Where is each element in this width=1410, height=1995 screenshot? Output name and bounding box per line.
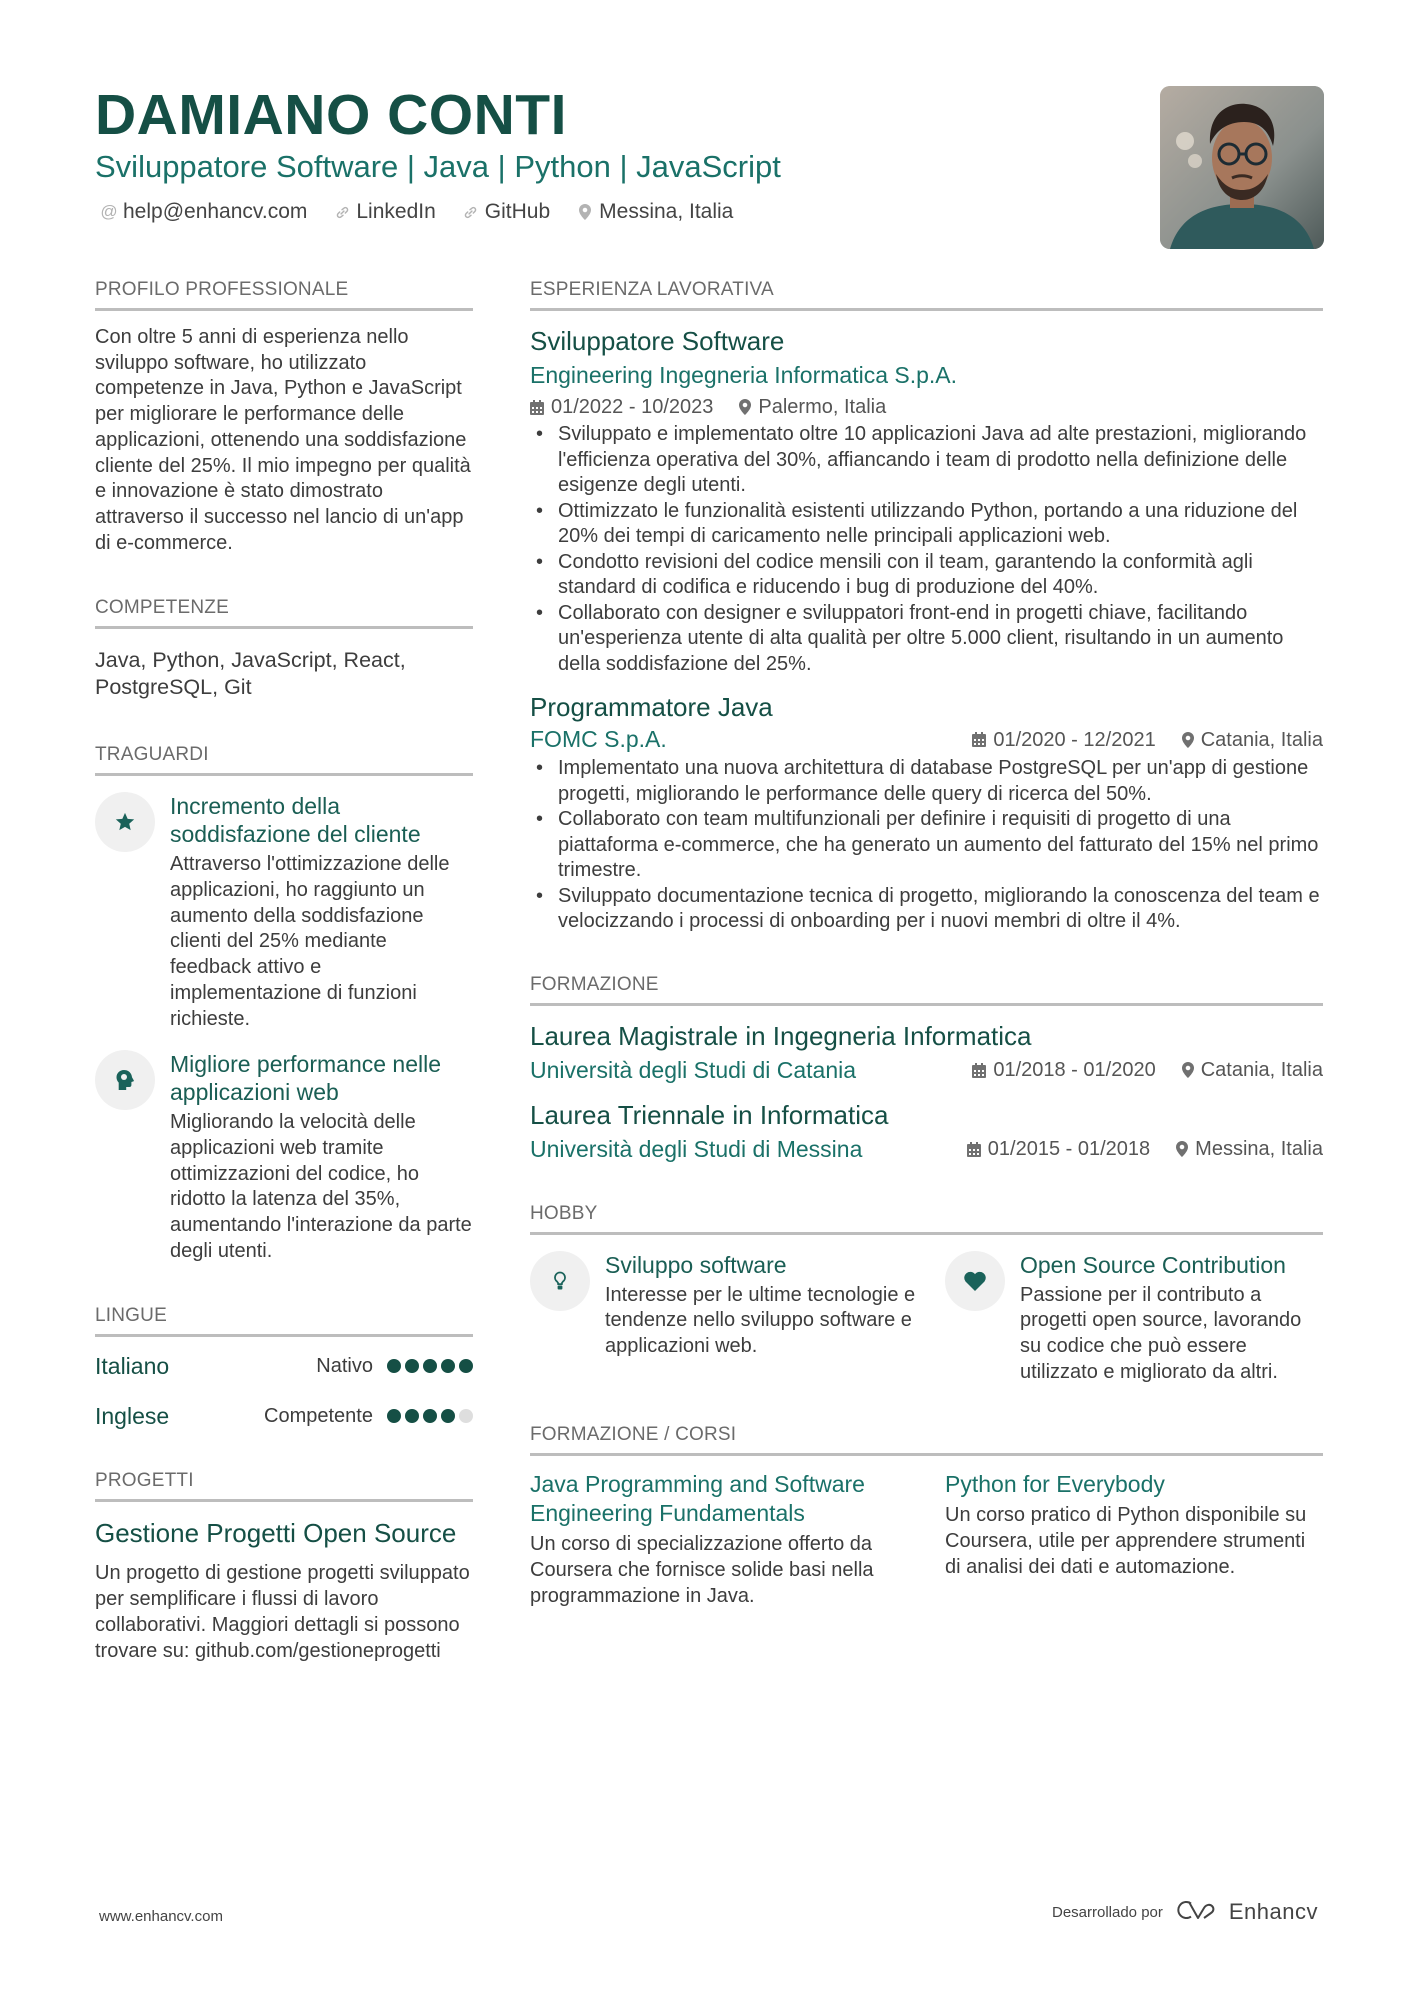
section-title: PROFILO PROFESSIONALE xyxy=(95,278,473,311)
location-pin-icon xyxy=(1176,1141,1188,1157)
dot-empty xyxy=(459,1409,473,1423)
section-experience xyxy=(530,278,1323,935)
achievement-item xyxy=(95,792,473,1032)
dot-filled xyxy=(405,1409,419,1423)
section-hobbies xyxy=(530,1202,1323,1386)
language-item xyxy=(95,1341,473,1391)
job-location: Palermo, Italia xyxy=(758,396,887,418)
candidate-name: DAMIANO CONTI xyxy=(95,83,567,147)
section-projects xyxy=(95,1469,473,1664)
hobby-item xyxy=(530,1251,945,1386)
job-dates: 01/2022 - 10/2023 xyxy=(551,396,714,418)
education-meta xyxy=(972,1057,1323,1083)
language-name: Inglese xyxy=(95,1402,170,1429)
achievement-description: Migliorando la velocità delle applicazioni web tramite ottimizzazioni del codice, ho ridotto la latenza del 35%, aumentando l'interazione da parte degli utenti. xyxy=(170,1111,472,1262)
hobby-description: Passione per il contributo a progetti open source, lavorando su codice che può essere utilizzato e migliorato da altri. xyxy=(1020,1283,1302,1383)
section-title: COMPETENZE xyxy=(95,596,473,629)
dot-filled xyxy=(387,1359,401,1373)
skills-list: Java, Python, JavaScript, React, PostgreSQL, Git xyxy=(95,648,406,700)
at-icon: @ xyxy=(100,202,118,221)
job-meta xyxy=(972,727,1323,753)
education-entry xyxy=(530,1099,1323,1164)
achievement-title: Incremento della soddisfazione del cliente xyxy=(170,793,421,848)
job-dates: 01/2020 - 12/2021 xyxy=(993,728,1156,751)
course-title: Java Programming and Software Engineering Fundamentals xyxy=(530,1471,865,1527)
job-title: Sviluppatore Software xyxy=(530,326,785,356)
contact-location xyxy=(576,198,733,226)
achievement-description: Attraverso l'ottimizzazione delle applicazioni, ho raggiunto un aumento della soddisfazione clienti del 25% mediante feedback attivo e implementazione di funzioni richieste. xyxy=(170,853,450,1030)
education-dates: 01/2018 - 01/2020 xyxy=(993,1059,1156,1081)
job-entry xyxy=(530,691,1323,935)
dot-filled xyxy=(423,1409,437,1423)
enhancv-logo-icon xyxy=(1173,1898,1219,1926)
job-bullets xyxy=(530,756,1323,935)
degree-title: Laurea Triennale in Informatica xyxy=(530,1099,889,1130)
right-column xyxy=(530,278,1323,1609)
achievement-item xyxy=(95,1050,473,1264)
job-company: FOMC S.p.A. xyxy=(530,726,667,752)
powered-by-label: Desarrollado por xyxy=(1051,1903,1163,1921)
job-company: Engineering Ingegneria Informatica S.p.A. xyxy=(530,362,958,388)
contact-location-label: Messina, Italia xyxy=(599,200,734,223)
contact-linkedin-label: LinkedIn xyxy=(356,200,436,223)
location-pin-icon xyxy=(576,204,594,220)
link-icon xyxy=(462,205,480,220)
calendar-icon xyxy=(972,1063,986,1078)
hobby-title: Open Source Contribution xyxy=(1020,1251,1286,1278)
location-pin-icon xyxy=(1182,1062,1194,1078)
contact-email-label: help@enhancv.com xyxy=(123,200,308,223)
contact-github-label: GitHub xyxy=(484,200,551,223)
language-level: Nativo xyxy=(316,1354,373,1377)
footer-website-link[interactable]: www.enhancv.com xyxy=(99,1908,223,1925)
language-name: Italiano xyxy=(95,1352,170,1379)
course-description: Un corso pratico di Python disponibile su Coursera, utile per apprendere strumenti di analisi dei dati e automazione. xyxy=(945,1504,1307,1578)
contact-email[interactable] xyxy=(100,198,307,226)
profile-summary: Con oltre 5 anni di esperienza nello sviluppo software, ho utilizzato competenze in Java, Python e JavaScript per migliorare le performance delle applicazioni, ottenendo una soddisfazione cliente del 25%. Il mio impegno per qualità e innovazione è stato dimostrato attraverso il successo nel lancio di un'app di e-commerce. xyxy=(95,326,471,554)
education-location: Catania, Italia xyxy=(1200,1059,1323,1081)
job-bullet: • Collaborato con team multifunzionali per definire i requisiti di progetto di una piattaforma e-commerce, che ha generato un aumento del fatturato del 15% nel primo trimestre. xyxy=(530,807,1323,884)
project-title: Gestione Progetti Open Source xyxy=(95,1518,457,1549)
calendar-icon xyxy=(967,1142,981,1157)
education-entry xyxy=(530,1020,1323,1085)
calendar-icon xyxy=(530,400,544,415)
degree-title: Laurea Magistrale in Ingegneria Informatica xyxy=(530,1020,1032,1051)
education-location: Messina, Italia xyxy=(1195,1138,1323,1160)
brand-name: Enhancv xyxy=(1228,1899,1318,1924)
job-bullet: • Ottimizzato le funzionalità esistenti utilizzando Python, portando a una riduzione del 20% dei tempi di caricamento nelle principali applicazioni web. xyxy=(530,499,1323,550)
contact-linkedin[interactable] xyxy=(333,198,435,226)
education-dates: 01/2015 - 01/2018 xyxy=(987,1138,1151,1160)
left-column xyxy=(95,278,473,1664)
heart-icon xyxy=(945,1251,1005,1311)
dot-filled xyxy=(459,1359,473,1373)
dot-filled xyxy=(441,1359,455,1373)
section-title: TRAGUARDI xyxy=(95,743,473,776)
project-description: Un progetto di gestione progetti sviluppato per semplificare i flussi di lavoro collaborativi. Maggiori dettagli si possono trovare su: github.com/gestioneprogetti xyxy=(95,1562,470,1662)
portrait-illustration xyxy=(1160,86,1324,249)
job-entry xyxy=(530,325,1323,677)
section-achievements xyxy=(95,743,473,1264)
course-title: Python for Everybody xyxy=(945,1471,1165,1498)
link-icon xyxy=(333,205,351,220)
hobby-item xyxy=(945,1251,1323,1386)
job-bullet: • Sviluppato documentazione tecnica di progetto, migliorando la conoscenza del team e velocizzando i processi di onboarding per i nuovi membri di oltre il 4%. xyxy=(530,884,1323,935)
dot-filled xyxy=(387,1409,401,1423)
dot-filled xyxy=(441,1409,455,1423)
job-bullet: • Condotto revisioni del codice mensili con il team, garantendo la conformità agli standard di codifica e riducendo i bug di produzione del 40%. xyxy=(530,550,1323,601)
dot-filled xyxy=(423,1359,437,1373)
section-title: FORMAZIONE xyxy=(530,973,1323,1006)
section-courses xyxy=(530,1423,1323,1609)
school-name: Università degli Studi di Messina xyxy=(530,1135,863,1162)
section-title: ESPERIENZA LAVORATIVA xyxy=(530,278,1323,311)
language-item xyxy=(95,1391,473,1441)
job-bullet: • Sviluppato e implementato oltre 10 applicazioni Java ad alte prestazioni, migliorando l'efficienza operativa del 30%, affiancando i team di prodotto nella definizione delle esigenze degli utenti. xyxy=(530,422,1323,499)
section-skills xyxy=(95,596,473,701)
brain-head-icon xyxy=(95,1050,155,1110)
job-title: Programmatore Java xyxy=(530,692,773,722)
lightbulb-icon xyxy=(530,1251,590,1311)
job-meta xyxy=(530,394,1323,420)
section-title: LINGUE xyxy=(95,1304,473,1337)
location-pin-icon xyxy=(739,399,751,415)
section-title: HOBBY xyxy=(530,1202,1323,1235)
footer-branding xyxy=(1052,1898,1318,1926)
section-title: PROGETTI xyxy=(95,1469,473,1502)
calendar-icon xyxy=(972,732,986,747)
job-bullets xyxy=(530,422,1323,677)
candidate-headline: Sviluppatore Software | Java | Python | JavaScript xyxy=(95,149,781,184)
education-meta xyxy=(967,1136,1323,1162)
star-icon xyxy=(95,792,155,852)
proficiency-dots xyxy=(387,1359,473,1373)
section-title: FORMAZIONE / CORSI xyxy=(530,1423,1323,1456)
job-location: Catania, Italia xyxy=(1200,728,1323,751)
course-item xyxy=(530,1470,945,1609)
achievement-title: Migliore performance nelle applicazioni web xyxy=(170,1051,442,1106)
profile-photo xyxy=(1160,86,1324,249)
job-bullet: • Implementato una nuova architettura di database PostgreSQL per un'app di gestione progetti, migliorando le performance delle query di ricerca del 50%. xyxy=(530,756,1323,807)
language-level: Competente xyxy=(264,1404,373,1427)
course-item xyxy=(945,1470,1323,1609)
school-name: Università degli Studi di Catania xyxy=(530,1056,857,1083)
dot-filled xyxy=(405,1359,419,1373)
contact-github[interactable] xyxy=(462,198,550,226)
hobby-title: Sviluppo software xyxy=(605,1251,787,1278)
location-pin-icon xyxy=(1182,732,1194,748)
section-languages xyxy=(95,1304,473,1441)
course-description: Un corso di specializzazione offerto da Coursera che fornisce solide basi nella programmazione in Java. xyxy=(530,1533,874,1607)
section-profile xyxy=(95,278,473,556)
proficiency-dots xyxy=(387,1409,473,1423)
job-bullet: • Collaborato con designer e sviluppatori front-end in progetti chiave, facilitando un'esperienza utente di alta qualità per oltre 5.000 client, risultando in un aumento della soddisfazione del 25%. xyxy=(530,601,1323,678)
hobby-description: Interesse per le ultime tecnologie e tendenze nello sviluppo software e applicazioni web. xyxy=(605,1283,916,1357)
section-education xyxy=(530,973,1323,1164)
contact-bar xyxy=(100,198,733,226)
